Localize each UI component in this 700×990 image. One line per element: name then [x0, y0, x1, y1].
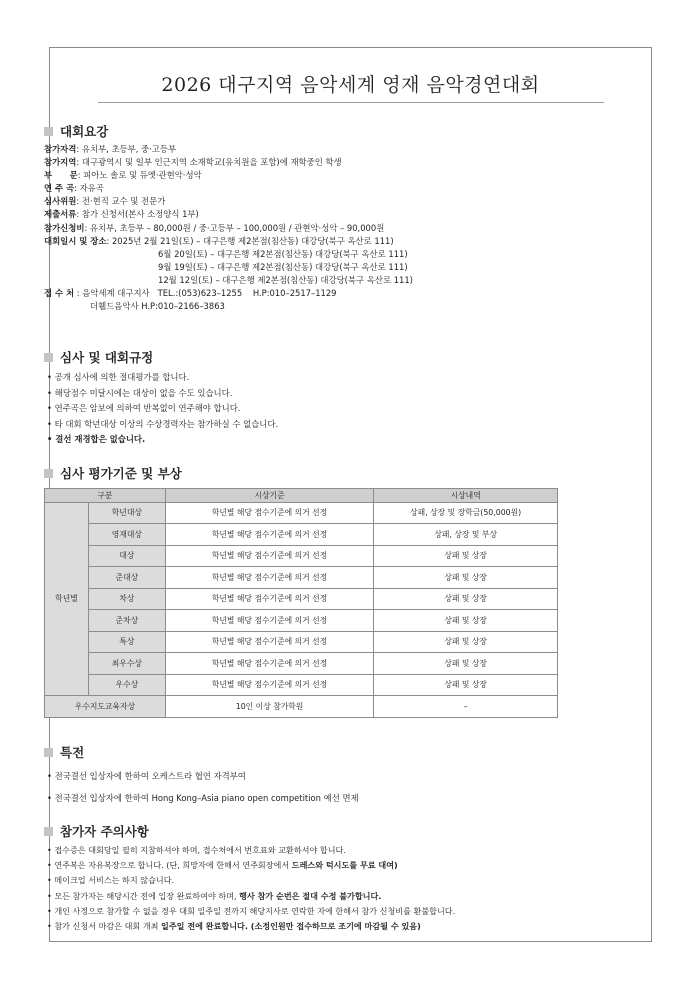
award-name: 최우수상: [88, 653, 165, 675]
contact-line: 더휄드음악사 H.P:010–2166–3863: [90, 301, 225, 312]
schedule-row: 대회일시 및 장소 : 2025년 2월 21일(토) – 대구은행 제2본점(침산동) 대강당(북구 옥산로 111): [44, 235, 394, 246]
table-row: [45, 674, 558, 696]
award-prize: 상패, 상장 및 부상: [374, 524, 558, 546]
list-item: • 메이크업 서비스는 하지 않습니다.: [47, 875, 175, 886]
award-criterion: 학년별 해당 점수기준에 의거 선정: [165, 588, 374, 610]
table-header-row: [45, 489, 558, 503]
list-item: • 전국결선 입상자에 한하여 오케스트라 협연 자격부여: [47, 771, 246, 781]
award-prize: 상패, 상장 및 장학금(50,000원): [374, 502, 558, 524]
award-name: 우수지도교육자상: [45, 696, 166, 718]
table-row: [45, 588, 558, 610]
table-row: [45, 524, 558, 546]
award-criterion: 학년별 해당 점수기준에 의거 선정: [165, 674, 374, 696]
square-bullet-icon: [44, 127, 53, 136]
award-criterion: 학년별 해당 점수기준에 의거 선정: [165, 502, 374, 524]
list-item: • 해당점수 미달시에는 대상이 없을 수도 있습니다.: [47, 387, 233, 398]
overview-row: 참가자격 : 유치부, 초등부, 중·고등부: [44, 144, 177, 154]
schedule-date: 6월 20일(토) – 대구은행 제2본점(침산동) 대강당(북구 옥산로 111): [158, 248, 408, 259]
section-notes-heading: 참가자 주의사항: [44, 822, 149, 840]
overview-row: 연 주 곡 : 자유곡: [44, 183, 104, 194]
award-prize: 상패 및 상장: [374, 674, 558, 696]
overview-row: 부 문 : 피아노 솔로 및 듀엣·관현악·성악: [44, 170, 202, 181]
page-title: 2026 대구지역 음악세계 영재 음악경연대회: [161, 74, 540, 96]
award-prize: –: [374, 696, 558, 718]
title-divider: [98, 102, 604, 103]
section-benefits-heading: 특전: [44, 743, 84, 761]
section-criteria-heading: 심사 평가기준 및 부상: [44, 464, 182, 482]
award-name: 차상: [88, 588, 165, 610]
square-bullet-icon: [44, 827, 53, 836]
overview-list: [44, 143, 544, 313]
section-rules-heading: 심사 및 대회규정: [44, 348, 153, 366]
list-item: • 모든 참가자는 해당시간 전에 입장 완료하여야 하며, 행사 참가 순번은 절대 수정 불가합니다.: [47, 890, 382, 901]
table-footer-row: [45, 696, 558, 718]
award-name: 영재대상: [88, 524, 165, 546]
list-item: • 타 대회 학년대상 이상의 수상경력자는 참가하실 수 없습니다.: [47, 418, 279, 429]
list-item: • 참가 신청서 마감은 대회 개최 일주일 전에 완료합니다. (소정인원만 접수하므로 조기에 마감될 수 있음): [47, 921, 421, 932]
square-bullet-icon: [44, 469, 53, 478]
table-row: [45, 610, 558, 632]
square-bullet-icon: [44, 748, 53, 757]
award-name: 특상: [88, 631, 165, 653]
award-name: 우수상: [88, 674, 165, 696]
table-row: [45, 631, 558, 653]
criteria-table: [44, 488, 558, 718]
table-row: [45, 502, 558, 524]
award-prize: 상패 및 상장: [374, 545, 558, 567]
header-category: 구분: [45, 489, 166, 503]
award-name: 학년대상: [88, 502, 165, 524]
award-prize: 상패 및 상장: [374, 631, 558, 653]
award-criterion: 학년별 해당 점수기준에 의거 선정: [165, 567, 374, 589]
list-item: • 공개 심사에 의한 절대평가를 합니다.: [47, 372, 190, 382]
benefits-list: [47, 765, 547, 809]
overview-row: 심사위원 : 전·현직 교수 및 전문가: [44, 196, 166, 207]
award-criterion: 학년별 해당 점수기준에 의거 선정: [165, 610, 374, 632]
list-item: • 연주복은 자유복장으로 합니다. (단, 희망자에 한해서 연주회장에서 드레스와 턱시도를 무료 대여): [47, 860, 398, 871]
contact-row: 접 수 처 : 음악세계 대구지사 TEL.:(053)623–1255 H.P:010–2517–1129: [44, 288, 337, 299]
list-item: • 연주곡은 암보에 의하여 반복없이 연주해야 합니다.: [47, 403, 241, 413]
group-label: 학년별: [45, 502, 89, 696]
notes-list: [47, 843, 547, 934]
section-overview-heading: 대회요강: [44, 122, 108, 140]
award-prize: 상패 및 상장: [374, 653, 558, 675]
award-prize: 상패 및 상장: [374, 610, 558, 632]
overview-row: 참가지역 : 대구광역시 및 일부 인근지역 소재학교(유치원을 포함)에 재학중인 학생: [44, 157, 342, 168]
overview-row: 참가신청비 : 유치부, 초등부 – 80,000원 / 중·고등부 – 100,000원 / 관현악·성악 – 90,000원: [44, 222, 385, 233]
overview-row: 제출서류 : 참가 신청서(본사 소정양식 1부): [44, 209, 199, 220]
list-item: • 결선 재경합은 없습니다.: [47, 434, 146, 444]
square-bullet-icon: [44, 353, 53, 362]
rules-list: [47, 370, 547, 448]
award-criterion: 10인 이상 참가학원: [165, 696, 374, 718]
schedule-date: 12월 12일(토) – 대구은행 제2본점(침산동) 대강당(북구 옥산로 111): [158, 274, 413, 285]
list-item: • 전국결선 입상자에 한하여 Hong Kong–Asia piano open competition 예선 면제: [47, 793, 359, 803]
table-row: [45, 653, 558, 675]
award-prize: 상패 및 상장: [374, 567, 558, 589]
schedule-date: 9월 19일(토) – 대구은행 제2본점(침산동) 대강당(북구 옥산로 111): [158, 261, 408, 272]
list-item: • 개인 사정으로 참가할 수 없을 경우 대회 일주일 전까지 해당지사로 연락한 자에 한해서 참가 신청비를 환불합니다.: [47, 905, 456, 916]
award-name: 준대상: [88, 567, 165, 589]
header-prize: 시상내역: [374, 489, 558, 503]
award-prize: 상패 및 상장: [374, 588, 558, 610]
table-row: [45, 567, 558, 589]
award-name: 대상: [88, 545, 165, 567]
award-name: 준차상: [88, 610, 165, 632]
award-criterion: 학년별 해당 점수기준에 의거 선정: [165, 545, 374, 567]
header-criterion: 시상기준: [165, 489, 374, 503]
table-row: [45, 545, 558, 567]
award-criterion: 학년별 해당 점수기준에 의거 선정: [165, 631, 374, 653]
award-criterion: 학년별 해당 점수기준에 의거 선정: [165, 524, 374, 546]
list-item: • 접수증은 대회당일 필히 지참하셔야 하며, 접수처에서 번호표와 교환하셔야 합니다.: [47, 845, 346, 855]
award-criterion: 학년별 해당 점수기준에 의거 선정: [165, 653, 374, 675]
